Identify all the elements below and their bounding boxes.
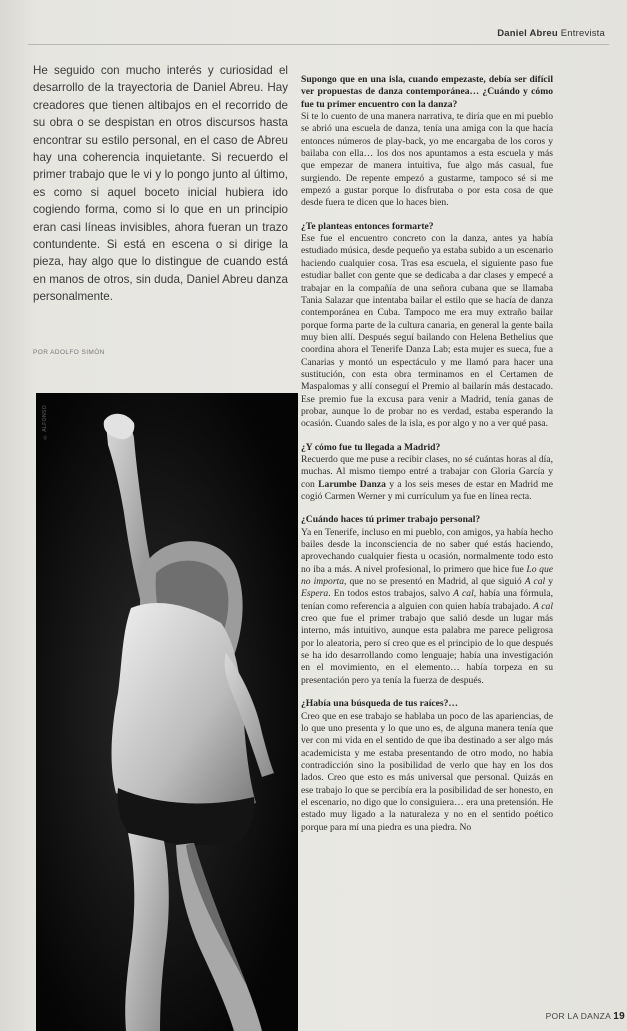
answer-2: Ese fue el encuentro concreto con la danza, antes ya había estudiado música, desde pequeño ya estaba subido a un escenario haciendo cualquier cosa. Tras esa escuela, el siguiente paso fue estudiar ballet con gente que se dedicaba a dar clases y empecé a trabajar en la compañía de una señora cubana que se llamaba Tania Salazar que intentaba bailar el estilo que se hacía de danza contemporánea en Cuba. Tampoco me era muy extraño bailar porque forma parte de la cultura canaria, en general la gente baila muy bien allí. Después seguí bailando con Helena Bethelius que coordina ahora el Tenerife Danza Lab; esta mujer es sueca, fue a Canarias y montó un espectáculo y me llamó para hacer una sustitución, con esta obra terminamos en el Certamen de Maspalomas y allí conseguí el Premio al bailarín más destacado. Ese premio fue la excusa para venir a Madrid, tenía ganas de probar, aunque lo de probar no es verdad, estaba esperando la ocasión. Cuando sales de la isla, es por algo y no a ver qué pasa.: [301, 233, 553, 430]
question-3: ¿Y cómo fue tu llegada a Madrid?: [301, 441, 441, 453]
intro-text: He seguido con mucho interés y curiosidad el desarrollo de la trayectoria de Daniel Abreu. Hay creadores que tienen altibajos en el recorrido de su obra o se despistan en otros discursos hasta encontrar su estilo personal, en el caso de Abreu hay una coherencia inquietante. Si recuerdo el primer trabajo que le vi y lo pongo junto al último, es como si aquel boceto inicial hubiera ido cogiendo forma, como si lo que en un principio eran casi líneas invisibles, ahora fueran un trazo contundente. Si está en escena o si dirige la pieza, hay algo que lo distingue de cuando está en manos de otros, sin duda, Daniel Abreu danza personalmente.: [33, 64, 288, 304]
question-5: ¿Había una búsqueda de tus raíces?…: [301, 698, 458, 710]
work-title: A cal: [453, 588, 474, 600]
page-footer: [546, 1011, 625, 1022]
dancer-photo: [36, 393, 298, 1031]
answer-4-part: creo que fue el primer trabajo que salió desde un lugar más interno, más intuitivo, aunque esta palabra me parece peligrosa por lo aleatoria, pero sí creo que es el principio de lo que después se ha ido desarrollando como lenguaje; había una investigación en el movimiento, en el elemento… había torpeza en su presentación pero ya tenía la fuerza de después.: [301, 613, 553, 686]
header-section: Entrevista: [560, 28, 605, 39]
answer-3-company: Larumbe Danza: [318, 478, 386, 490]
answer-4-part: y: [545, 576, 553, 588]
answer-3-part: Recuerdo que me puse a recibir clases, no sé cuántas horas al día, muchas. Al mismo tiempo entré a trabajar con Gloria García y con: [301, 453, 553, 490]
answer-1: Si te lo cuento de una manera narrativa, te diría que en mi pueblo se abrió una escuela de danza, tenía una amiga con la que hacía entonces números de play-back, yo me encargaba de los coros y bailaba con ella… los dos nos apuntamos a esta escuela y más que empezar de manera intuitiva, fue algo más casual, fue surgiendo. De repente empezó a gustarme, tampoco sé si me empezó a gustar porque lo disfrutaba o por esta cosa de que desde fuera te dicen que lo haces bien.: [301, 111, 553, 209]
byline: POR ADOLFO SIMÓN: [33, 349, 105, 356]
work-title: Lo que no importa: [301, 563, 553, 588]
answer-4: [301, 527, 553, 687]
answer-3: [301, 454, 553, 503]
question-2: ¿Te planteas entonces formarte?: [301, 220, 434, 232]
answer-5: Creo que en ese trabajo se hablaba un poco de las apariencias, de lo que uno presenta y lo que uno es, de alguna manera tenía que ver con mi vida en el sentido de que iba destinado a ser algo más academicista y me estaba presentando de otro modo, no había contradicción sino la posibilidad de verlo que hay en los dos lados. Creo que esto es más universal que personal. Quizás en ese trabajo lo que se percibía era la posibilidad de ser honesto, en el escenario, no digo que lo consiguiera… era una pretensión. He estado muy ligado a la naturaleza y no en el sentido poético porque para mí una piedra es una piedra. No: [301, 710, 553, 833]
answer-4-part: . En todos estos trabajos, salvo: [328, 588, 454, 600]
work-title: A cal: [524, 576, 546, 588]
work-title: A cal: [533, 600, 553, 612]
page-header: [497, 28, 605, 39]
answer-4-part: , había una fórmula, tenían como referencia a alguien con quien había trabajado.: [301, 588, 553, 612]
work-title: Espera: [301, 588, 329, 600]
answer-3-part: y a los seis meses de estar en Madrid me cogió Carmen Werner y mi currículum ya fue en línea recta.: [301, 478, 553, 502]
answer-4-part: , que no se presentó en Madrid, al que siguió: [344, 576, 525, 588]
page-number: 19: [613, 1011, 625, 1022]
header-name: Daniel Abreu: [497, 28, 558, 39]
dancer-figure-image: [36, 393, 298, 1031]
interview-column: [301, 74, 553, 834]
photo-credit: © ALFONSO: [42, 405, 48, 440]
header-rule: [28, 44, 609, 45]
answer-4-part: Ya en Tenerife, incluso en mi pueblo, con amigos, ya había hecho bailes desde la inconsciencia de no saber qué estás haciendo, aprovechando cualquier fiesta u ocasión, normalmente todo esto no iba a más. A nivel profesional, lo primero que hice fue: [301, 526, 553, 575]
question-4: ¿Cuándo haces tú primer trabajo personal?: [301, 514, 481, 526]
question-1: Supongo que en una isla, cuando empezaste, debía ser difícil ver propuestas de danza contemporánea… ¿Cuándo y cómo fue tu primer encuentro con la danza?: [301, 74, 553, 110]
magazine-name: POR LA DANZA: [545, 1011, 611, 1021]
